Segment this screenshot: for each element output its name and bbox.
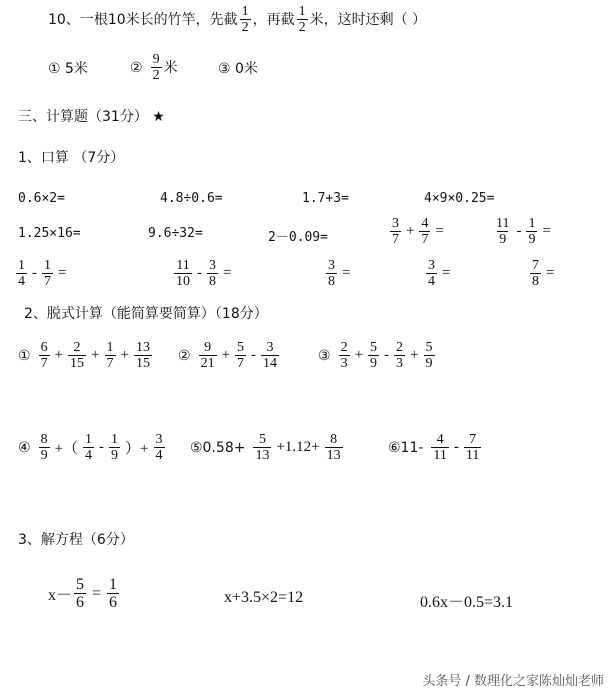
q10-option-1: ① 5米	[48, 61, 88, 77]
numerator: 11	[176, 258, 190, 273]
equals: =	[223, 265, 232, 281]
stepwise-problem-4	[18, 432, 167, 463]
option-unit: 米	[163, 59, 178, 76]
operator: -	[453, 439, 459, 455]
operator: ）+	[125, 441, 149, 457]
oral-r1-2: 4.8÷0.6=	[160, 191, 223, 206]
fraction	[325, 432, 343, 463]
numerator: 1	[111, 432, 119, 447]
stepwise-title: 2、脱式计算（能简算要简算）（18分）	[24, 306, 268, 322]
problem-label: ③	[318, 347, 331, 364]
fraction	[368, 340, 379, 371]
oral-r2-3: 2－0.09=	[268, 230, 328, 245]
section-title-text: 三、计算题（31分）	[18, 109, 148, 125]
fraction	[326, 258, 337, 289]
fraction	[426, 258, 437, 289]
denominator: 14	[263, 356, 278, 371]
numerator: 8	[40, 432, 48, 447]
numerator: 1	[528, 216, 536, 231]
fraction	[42, 258, 53, 289]
operator: +（	[54, 441, 79, 457]
numerator: 4	[436, 432, 444, 447]
operator: +	[120, 347, 129, 363]
operator: +	[54, 347, 64, 363]
denominator: 9	[370, 356, 378, 371]
q10-fraction-1	[240, 4, 251, 35]
footer-watermark: 头条号 / 数理化之家陈灿灿老师	[422, 674, 604, 689]
numerator: 5	[258, 432, 266, 447]
fraction	[235, 340, 246, 371]
oral-r1-4: 4×9×0.25=	[424, 191, 495, 206]
operator: -	[384, 347, 390, 363]
denominator: 13	[255, 448, 270, 463]
equals: =	[92, 584, 102, 602]
operator: +1.12+	[276, 439, 320, 455]
denominator: 7	[392, 232, 399, 247]
oral-r1-3: 1.7+3=	[302, 191, 349, 206]
numerator: 3	[266, 340, 274, 355]
fraction	[109, 432, 120, 463]
operator: +	[91, 347, 100, 363]
fraction	[16, 258, 27, 289]
equation-3: 0.6x－0.5=3.1	[420, 594, 514, 611]
operator: +	[406, 223, 415, 239]
numerator: 7	[532, 258, 539, 273]
fraction	[419, 216, 430, 247]
fraction	[390, 216, 401, 247]
oral-r2-1: 1.25×16=	[18, 226, 81, 241]
equation-1	[48, 576, 121, 611]
denominator: 4	[428, 274, 435, 289]
fraction	[134, 340, 152, 371]
numerator: 7	[469, 432, 477, 447]
numerator: 1	[106, 340, 114, 355]
numerator: 2	[340, 340, 348, 355]
denominator: 15	[70, 356, 85, 371]
equation-2: x+3.5×2=12	[224, 589, 304, 606]
fraction	[394, 340, 405, 371]
q10-text-1: 10、一根10米长的竹竿，先截	[48, 11, 238, 28]
fraction	[199, 340, 217, 371]
denominator: 9	[111, 448, 119, 463]
denominator: 13	[326, 448, 341, 463]
numerator: 3	[328, 258, 335, 273]
oral-r3-5	[528, 258, 557, 289]
equals: =	[546, 265, 555, 281]
numerator: 2	[396, 340, 404, 355]
fraction	[83, 432, 94, 463]
fraction	[174, 258, 192, 289]
denominator: 7	[237, 356, 245, 371]
oral-r3-3	[324, 258, 353, 289]
numerator: 9	[204, 340, 212, 355]
fraction	[68, 340, 86, 371]
numerator: 1	[18, 258, 25, 273]
numerator: 1	[109, 576, 118, 593]
equation-text: x－	[48, 587, 73, 604]
q10-text-3: 米，这时还剩（ ）	[309, 11, 427, 28]
q10-text-2: ，再截	[252, 11, 295, 28]
equals: =	[342, 265, 351, 281]
operator: -	[516, 223, 522, 239]
denominator: 15	[135, 356, 150, 371]
q10-option-3: ③ 0米	[218, 61, 258, 77]
fraction	[530, 258, 541, 289]
oral-r1-1: 0.6×2=	[18, 191, 65, 206]
stepwise-problem-2	[178, 340, 281, 371]
stepwise-problem-5	[190, 432, 345, 463]
numerator: 4	[421, 216, 429, 231]
oral-r2-4	[388, 216, 447, 247]
operator: +	[354, 347, 364, 363]
oral-title: 1、口算 （7分）	[18, 150, 125, 166]
fraction	[107, 576, 119, 611]
fraction	[39, 340, 50, 371]
fraction	[74, 576, 86, 611]
denominator: 3	[396, 356, 404, 371]
fraction	[494, 216, 511, 247]
denominator: 2	[241, 20, 249, 35]
denominator: 11	[465, 448, 480, 463]
stepwise-problem-3	[318, 340, 437, 371]
denominator: 11	[433, 448, 447, 463]
denominator: 3	[340, 356, 348, 371]
denominator: 4	[155, 448, 163, 463]
problem-label: ⑥11-	[388, 439, 424, 456]
numerator: 3	[209, 258, 216, 273]
question-10	[48, 4, 426, 35]
denominator: 9	[425, 356, 433, 371]
numerator: 6	[40, 340, 48, 355]
denominator: 7	[106, 356, 114, 371]
fraction	[526, 216, 537, 247]
denominator: 9	[528, 232, 536, 247]
numerator: 3	[392, 216, 399, 231]
denominator: 6	[109, 594, 118, 611]
numerator: 11	[496, 216, 510, 231]
oral-r3-1	[14, 258, 69, 289]
fraction	[207, 258, 218, 289]
q10-option-2-fraction	[151, 52, 162, 83]
fraction	[105, 340, 116, 371]
numerator: 1	[44, 258, 51, 273]
problem-label: ①	[18, 347, 31, 364]
oral-r2-5	[492, 216, 554, 247]
oral-r2-2: 9.6÷32=	[148, 226, 203, 241]
numerator: 3	[155, 432, 163, 447]
oral-r3-4	[424, 258, 453, 289]
fraction	[261, 340, 279, 371]
problem-label: ②	[178, 347, 191, 364]
denominator: 4	[18, 274, 25, 289]
denominator: 8	[532, 274, 539, 289]
equals: =	[442, 265, 451, 281]
denominator: 8	[328, 274, 335, 289]
numerator: 5	[425, 340, 433, 355]
numerator: 5	[76, 576, 85, 593]
numerator: 9	[152, 52, 160, 67]
operator: -	[197, 265, 202, 281]
stepwise-problem-6	[388, 432, 483, 463]
equals: =	[435, 223, 444, 239]
numerator: 5	[237, 340, 245, 355]
denominator: 4	[85, 448, 93, 463]
equals: =	[542, 223, 551, 239]
numerator: 1	[85, 432, 93, 447]
operator: -	[32, 265, 37, 281]
operator: +	[410, 347, 419, 363]
denominator: 6	[76, 594, 85, 611]
denominator: 8	[209, 274, 216, 289]
problem-label: ④	[18, 439, 31, 456]
denominator: 10	[176, 274, 190, 289]
oral-r3-2	[172, 258, 234, 289]
equals: =	[58, 265, 67, 281]
q10-fraction-2	[297, 4, 308, 35]
option-label: ②	[130, 59, 143, 76]
q10-option-2	[130, 52, 178, 83]
star-icon: ★	[152, 109, 165, 125]
equations-title: 3、解方程（6分）	[18, 532, 134, 548]
denominator: 2	[298, 20, 306, 35]
operator: -	[251, 347, 257, 363]
problem-label: ⑤0.58+	[190, 439, 246, 456]
denominator: 21	[200, 356, 215, 371]
fraction	[154, 432, 165, 463]
fraction	[424, 340, 435, 371]
fraction	[39, 432, 50, 463]
stepwise-problem-1	[18, 340, 154, 371]
denominator: 2	[152, 68, 160, 83]
numerator: 1	[298, 4, 306, 19]
fraction	[339, 340, 350, 371]
numerator: 13	[135, 340, 150, 355]
fraction	[464, 432, 481, 463]
denominator: 9	[499, 232, 507, 247]
fraction	[253, 432, 271, 463]
denominator: 7	[421, 232, 429, 247]
fraction	[431, 432, 448, 463]
denominator: 9	[40, 448, 48, 463]
denominator: 7	[40, 356, 48, 371]
numerator: 1	[241, 4, 249, 19]
numerator: 5	[370, 340, 378, 355]
operator: -	[99, 439, 105, 455]
denominator: 7	[44, 274, 51, 289]
section-3-title	[18, 108, 165, 126]
numerator: 3	[428, 258, 435, 273]
operator: +	[221, 347, 231, 363]
numerator: 8	[330, 432, 338, 447]
numerator: 2	[73, 340, 81, 355]
